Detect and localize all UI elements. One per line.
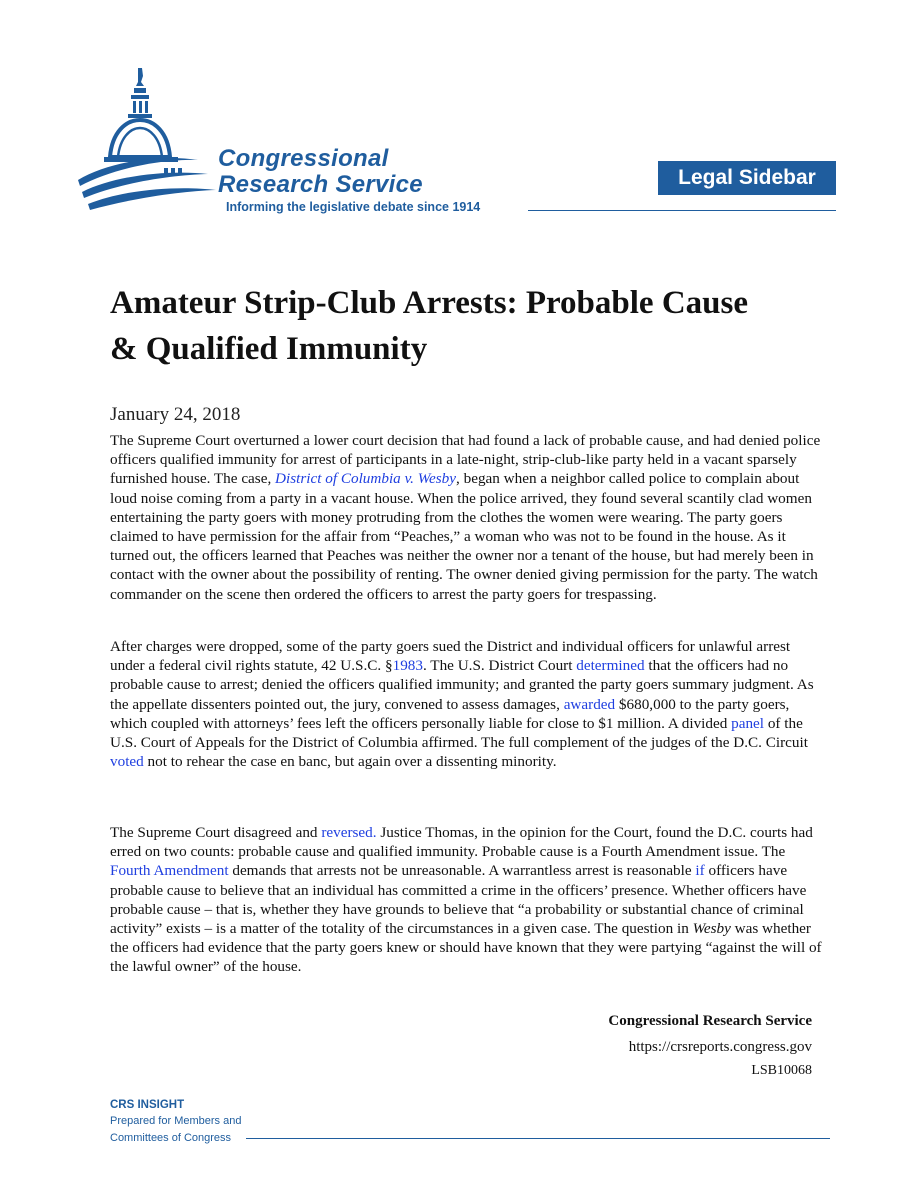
link-if[interactable]: if [695,862,705,880]
header-divider [528,210,836,211]
link-district-of-columbia-v-wesby[interactable]: District of Columbia v. Wesby [275,470,457,488]
p1-text-2: , began when a neighbor called police to complain about loud noise coming from a party in a vacant house. When the police arrived, they found several scantily clad women entertaining the party goers with money protruding from the clothes the women were wearing. The party goers claimed to have permission for the affair from “Peaches,” a woman who was not to be found in the house. As it turned out, the officers learned that Peaches was neither the owner nor a tenant of the house, but had merely been in contact with the owner about the possibility of renting. The owner denied giving permission for the party. The watch commander on the scene then ordered the officers to arrest the party goers for trespassing. [110,470,818,603]
prepared-for-line2: Committees of Congress [110,1132,232,1144]
prepared-for-line1: Prepared for Members and [110,1115,242,1127]
p2-text-4: $680,000 to the party goers, which coupled with attorneys’ fees left the officers personally liable for close to $1 million. A divided [110,695,790,732]
p3-wesby-italic: Wesby [692,920,731,938]
p3-text-3: demands that arrests not be unreasonable. A warrantless arrest is reasonable [228,862,696,880]
link-voted[interactable]: voted [110,753,144,771]
p3-text-5: was whether the officers had evidence that the party goers knew or should have known that they were partying “against the will of the lawful owner” of the house. [110,920,822,976]
footer-org-name: Congressional Research Service [608,1013,812,1029]
footer-divider [246,1138,830,1139]
document-title [110,280,830,372]
legal-sidebar-badge: Legal Sidebar [658,161,836,195]
paragraph-1 [110,431,822,604]
p2-text-2: . The U.S. District Court [422,657,577,675]
link-reversed[interactable]: reversed. [321,824,377,841]
p3-text-4: officers have probable cause to believe that an individual has committed a crime in the officers’ presence. Whether officers have probable cause – that is, whether they have grounds to believe that “a probability or substantial chance of criminal activity” exists – is a matter of the totality of the circumstances in a given case. The question in [110,862,807,938]
link-fourth-amendment[interactable]: Fourth Amendment [110,862,229,880]
p1-text-1: The Supreme Court overturned a lower court decision that had found a lack of probable cause, and had denied police officers qualified immunity for arrest of participants in a late-night, strip-club-like party held in a vacant sparsely furnished house. The case, [110,432,821,488]
footer-url[interactable]: https://crsreports.congress.gov [628,1039,812,1055]
p2-text-5: of the U.S. Court of Appeals for the District of Columbia affirmed. The full complement of the judges of the D.C. Circuit [110,714,808,752]
link-panel[interactable]: panel [731,714,765,732]
org-tagline: Informing the legislative debate since 1914 [226,200,481,214]
link-awarded[interactable]: awarded [563,695,616,713]
p3-text-2: Justice Thomas, in the opinion for the Court, found the D.C. courts had erred on two counts: probable cause and qualified immunity. Probable cause is a Fourth Amendment issue. The [110,824,813,861]
p2-text-3: that the officers had no probable cause to arrest; denied the officers qualified immunity; and granted the party goers summary judgment. As the appellate dissenters pointed out, the jury, convened to assess damages, [110,657,814,713]
paragraph-2 [110,637,822,771]
org-name-line1: Congressional [218,145,389,172]
link-1983[interactable]: 1983 [392,657,423,675]
title-line-1: Amateur Strip-Club Arrests: Probable Cause [110,285,748,321]
crs-insight-label: CRS INSIGHT [110,1099,185,1111]
org-name-line2: Research Service [218,171,423,198]
link-determined[interactable]: determined [576,657,645,675]
title-line-2: & Qualified Immunity [110,331,428,367]
footer-report-id: LSB10068 [751,1063,812,1078]
paragraph-3 [110,823,822,977]
p3-text-1: The Supreme Court disagreed and [110,824,322,841]
p2-text-6: not to rehear the case en banc, but again over a dissenting minority. [143,753,557,771]
document-date: January 24, 2018 [110,404,241,425]
capitol-dome-logo-icon [78,62,238,220]
p2-text-1: After charges were dropped, some of the party goers sued the District and individual officers for unlawful arrest under a federal civil rights statute, 42 U.S.C. § [110,638,791,675]
